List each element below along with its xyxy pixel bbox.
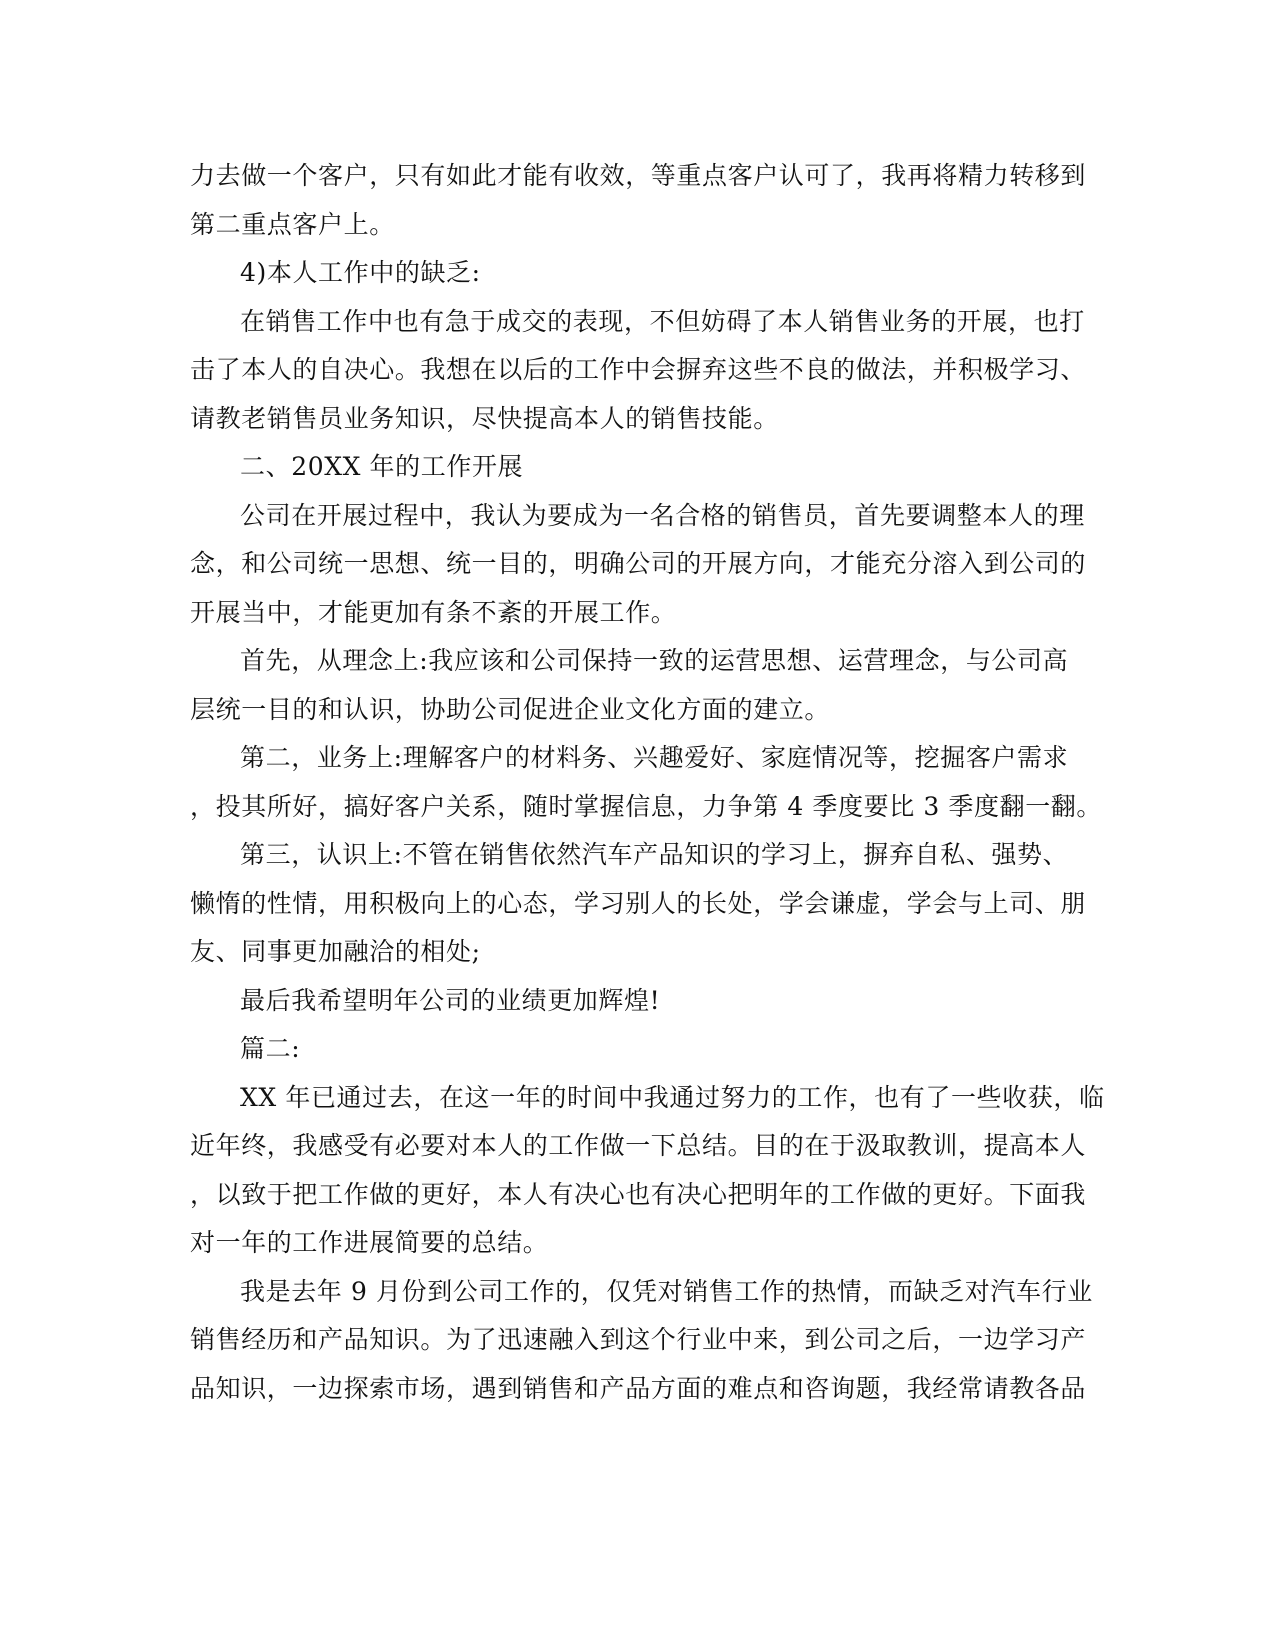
text-line: 品知识，一边探索市场，遇到销售和产品方面的难点和咨询题，我经常请教各品 bbox=[190, 1373, 1087, 1403]
text-line: 懒惰的性情，用积极向上的心态，学习别人的长处，学会谦虚，学会与上司、朋 bbox=[190, 888, 1087, 918]
text-line: 第三，认识上:不管在销售依然汽车产品知识的学习上，摒弃自私、强势、 bbox=[240, 840, 1069, 869]
text-line: 最后我希望明年公司的业绩更加辉煌! bbox=[240, 985, 661, 1015]
text-line: 在销售工作中也有急于成交的表现，不但妨碍了本人销售业务的开展，也打 bbox=[240, 306, 1085, 336]
text-line: 销售经历和产品知识。为了迅速融入到这个行业中来，到公司之后，一边学习产 bbox=[190, 1325, 1087, 1354]
section-heading: 二、20XX 年的工作开展 bbox=[240, 452, 524, 481]
text-line: 层统一目的和认识，协助公司促进企业文化方面的建立。 bbox=[190, 694, 831, 724]
text-line: ，投其所好，搞好客户关系，随时掌握信息，力争第 4 季度要比 3 季度翻一翻。 bbox=[190, 791, 1103, 821]
text-line: 第二重点客户上。 bbox=[190, 209, 395, 239]
text-line: 友、同事更加融洽的相处; bbox=[190, 937, 481, 966]
text-line: 开展当中，才能更加有条不紊的开展工作。 bbox=[190, 597, 677, 627]
text-line: 首先，从理念上:我应该和公司保持一致的运营思想、运营理念，与公司高 bbox=[240, 646, 1069, 675]
section-heading: 4)本人工作中的缺乏: bbox=[240, 258, 481, 287]
section-heading: 篇二: bbox=[240, 1034, 301, 1063]
text-line: 力去做一个客户，只有如此才能有收效，等重点客户认可了，我再将精力转移到 bbox=[190, 161, 1087, 190]
document-body bbox=[190, 152, 1105, 1413]
text-line: 击了本人的自决心。我想在以后的工作中会摒弃这些不良的做法，并积极学习、 bbox=[190, 355, 1087, 384]
text-line: 我是去年 9 月份到公司工作的，仅凭对销售工作的热情，而缺乏对汽车行业 bbox=[240, 1276, 1093, 1306]
text-line: ，以致于把工作做的更好，本人有决心也有决心把明年的工作做的更好。下面我 bbox=[190, 1179, 1087, 1209]
text-line: 请教老销售员业务知识，尽快提高本人的销售技能。 bbox=[190, 403, 779, 433]
text-line: 念，和公司统一思想、统一目的，明确公司的开展方向，才能充分溶入到公司的 bbox=[190, 549, 1087, 578]
text-line: XX 年已通过去，在这一年的时间中我通过努力的工作，也有了一些收获，临 bbox=[240, 1082, 1105, 1112]
text-line: 近年终，我感受有必要对本人的工作做一下总结。目的在于汲取教训，提高本人 bbox=[190, 1131, 1087, 1160]
text-line: 第二，业务上:理解客户的材料务、兴趣爱好、家庭情况等，挖掘客户需求 bbox=[240, 743, 1069, 772]
text-line: 对一年的工作进展简要的总结。 bbox=[190, 1228, 549, 1257]
text-line: 公司在开展过程中，我认为要成为一名合格的销售员，首先要调整本人的理 bbox=[240, 500, 1085, 530]
